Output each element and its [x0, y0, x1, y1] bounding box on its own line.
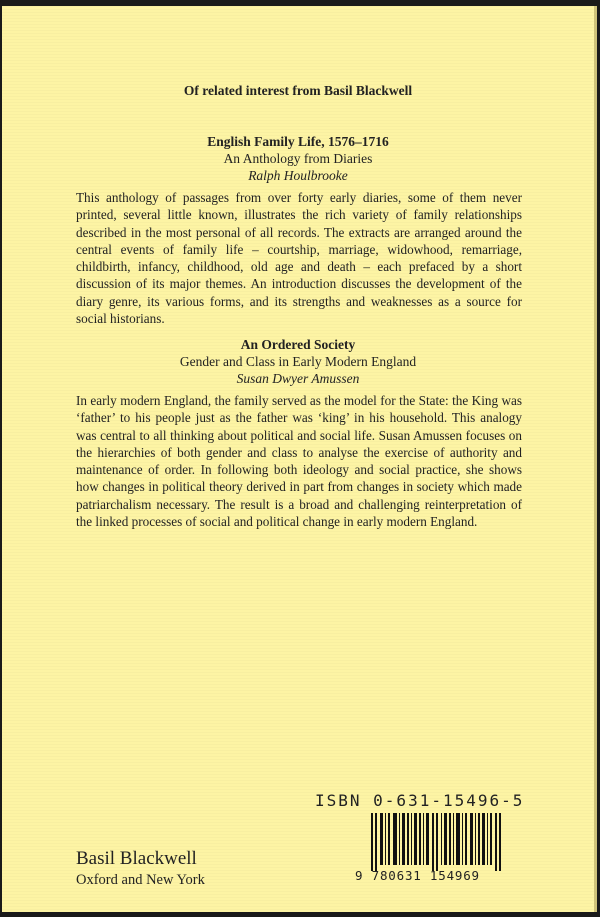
book2-header [2, 336, 594, 387]
book1-header [2, 133, 594, 184]
book2-author: Susan Dwyer Amussen [236, 371, 360, 386]
book1-author: Ralph Houlbrooke [248, 168, 348, 183]
book-back-cover [2, 6, 597, 912]
related-interest-heading: Of related interest from Basil Blackwell [183, 83, 413, 98]
book2-subtitle: Gender and Class in Early Modern England [179, 354, 417, 369]
book1-title: English Family Life, 1576–1716 [207, 134, 389, 149]
barcode-icon [371, 813, 501, 871]
book1-description: This anthology of passages from over forty early diaries, some of them never printed, several little known, illustrates the rich variety of family relationships described in the most personal of all records. The extracts are arranged around the central events of family life – courtship, marriage, widowhood, remarriage, childbirth, infancy, childhood, old age and death – each prefaced by a short discussion of its major themes. An introduction discusses the development of the diary genre, its various forms, and its strengths and weaknesses as a source for social historians. [76, 190, 522, 327]
publisher-name: Basil Blackwell [76, 848, 197, 869]
publisher-places: Oxford and New York [76, 872, 205, 888]
barcode-number: 9 780631 154969 [355, 868, 480, 883]
isbn-label: ISBN 0-631-15496-5 [315, 791, 525, 810]
book1-subtitle: An Anthology from Diaries [223, 151, 373, 166]
book2-description: In early modern England, the family served as the model for the State: the King was ‘father’ to his people just as the father was ‘king’ in his household. This analogy was central to all thinking about political and social life. Susan Amussen focuses on the hierarchies of both gender and class to analyse the exercise of authority and maintenance of order. In following both ideology and social practice, she shows how changes in political theory derived in part from changes in society which made patriarchalism necessary. The result is a broad and challenging reinterpretation of the linked processes of social and political change in early modern England. [76, 393, 522, 530]
book2-title: An Ordered Society [240, 337, 356, 352]
